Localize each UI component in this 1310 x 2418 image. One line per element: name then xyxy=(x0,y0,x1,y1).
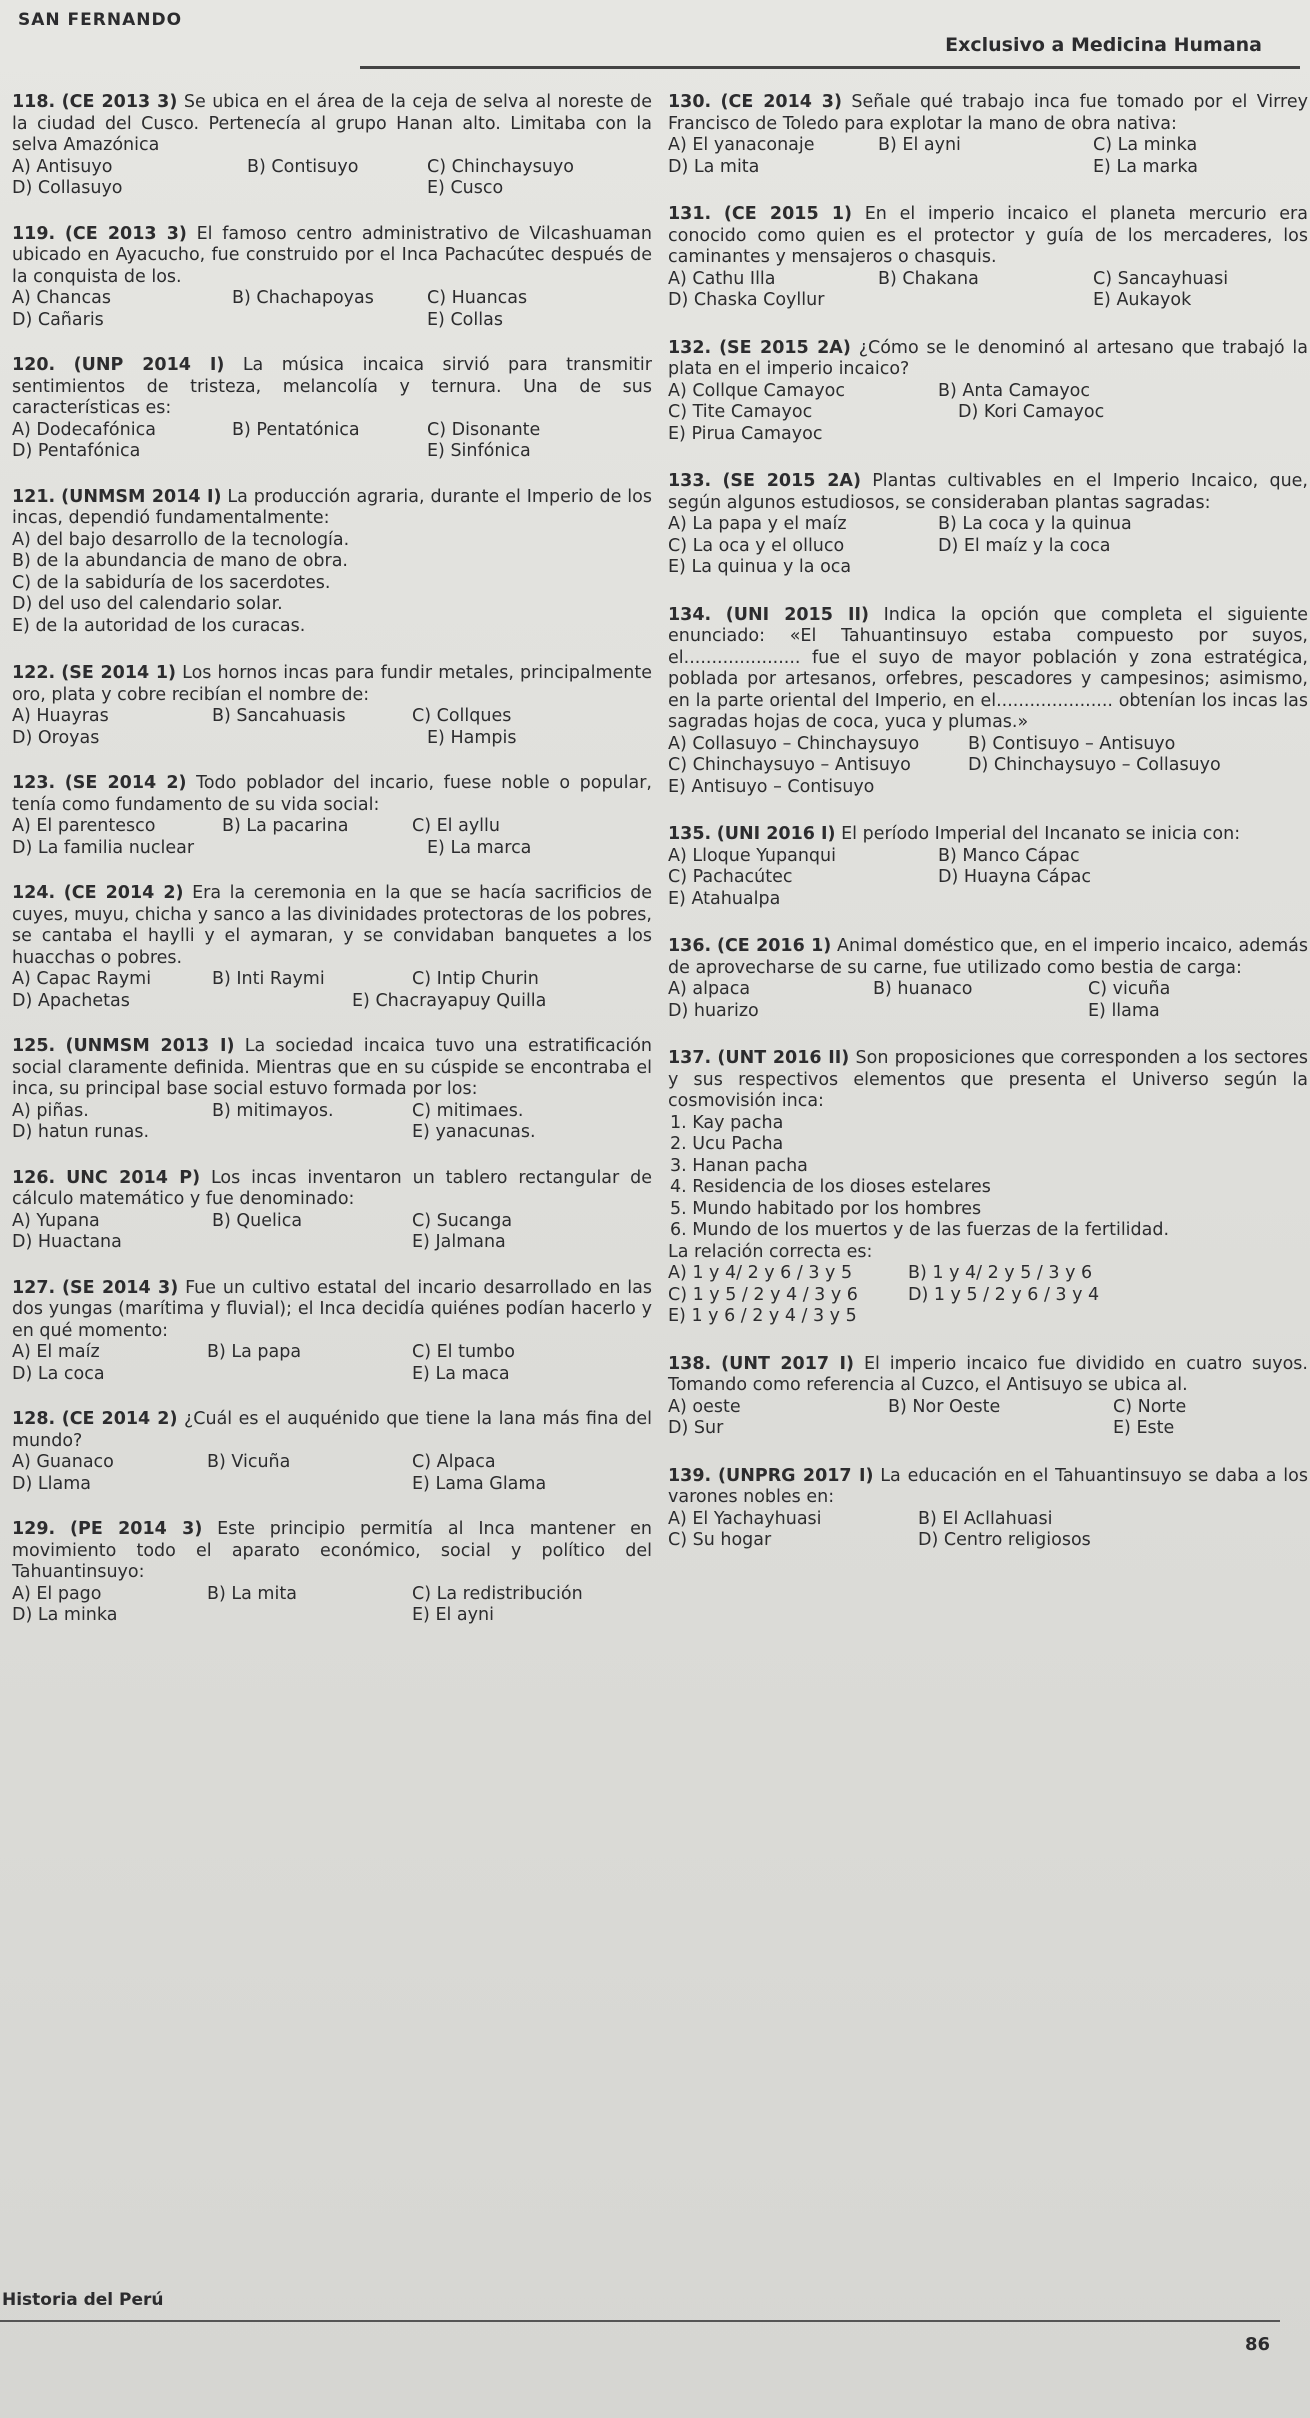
question-number: 126. xyxy=(12,1167,56,1188)
question-text: Animal doméstico que, en el imperio incaico, además de aprovecharse de su carne, fue utilizado como bestia de carga: xyxy=(668,936,1308,978)
option-e[interactable]: E) La marka xyxy=(1093,156,1198,177)
question-132 xyxy=(668,338,1308,446)
question-129 xyxy=(12,1519,652,1627)
header-divider xyxy=(360,66,1300,69)
option-b[interactable]: B) Inti Raymi xyxy=(212,969,325,989)
question-text: Fue un cultivo estatal del incario desarrollado en las dos yungas (marítima y fluvial); el Inca decidía quiénes podían hacerlo y en qué momento: xyxy=(12,1277,652,1341)
question-stem xyxy=(668,824,1308,846)
question-number: 130. xyxy=(668,92,712,112)
question-stem xyxy=(12,663,652,706)
question-stem xyxy=(668,605,1308,734)
option-b[interactable]: B) mitimayos. xyxy=(212,1100,334,1121)
option-e[interactable]: E) Este xyxy=(1113,1418,1175,1438)
option-c[interactable]: C) vicuña xyxy=(1088,979,1171,999)
option-c[interactable]: C) Alpaca xyxy=(412,1452,496,1472)
option-c[interactable]: C) La redistribución xyxy=(412,1583,583,1604)
question-number: 121. xyxy=(12,486,56,507)
question-stem xyxy=(12,883,652,969)
question-stem xyxy=(668,1354,1308,1397)
question-139 xyxy=(668,1466,1308,1552)
option-e[interactable]: E) yanacunas. xyxy=(412,1122,536,1142)
option-a[interactable]: A) Guanaco xyxy=(12,1452,114,1472)
question-stem xyxy=(12,355,652,420)
question-118 xyxy=(12,92,652,200)
option-b[interactable]: B) de la abundancia de mano de obra. xyxy=(12,551,348,571)
question-number: 133. xyxy=(668,471,712,491)
question-text: El famoso centro administrativo de Vilcashuaman ubicado en Ayacucho, fue construido por el Inca Pachacútec después de la conquista de los. xyxy=(12,223,652,287)
question-source: (UNI 2016 I) xyxy=(716,824,836,844)
series-title: Exclusivo a Medicina Humana xyxy=(945,34,1262,56)
option-e[interactable]: E) Sinfónica xyxy=(427,441,531,461)
option-b[interactable]: B) huanaco xyxy=(873,979,973,999)
option-e[interactable]: E) Antisuyo – Contisuyo xyxy=(668,776,875,797)
question-stem xyxy=(668,471,1308,514)
option-b[interactable]: B) El ayni xyxy=(878,135,961,155)
option-c[interactable]: C) Pachacútec xyxy=(668,867,793,887)
list-item: 6. Mundo de los muertos y de las fuerzas de la fertilidad. xyxy=(670,1220,1170,1240)
option-e[interactable]: E) llama xyxy=(1088,1000,1160,1021)
option-a[interactable]: A) El parentesco xyxy=(12,816,156,836)
option-a[interactable]: A) Antisuyo xyxy=(12,156,113,177)
question-number: 122. xyxy=(12,663,56,683)
question-source: (CE 2013 3) xyxy=(61,92,178,112)
question-stem xyxy=(12,1168,652,1211)
question-stem xyxy=(668,936,1308,979)
option-d[interactable]: D) Huayna Cápac xyxy=(938,867,1091,887)
question-number: 138. xyxy=(668,1353,712,1374)
list-item: 3. Hanan pacha xyxy=(670,1155,808,1176)
option-c[interactable]: C) Norte xyxy=(1113,1396,1187,1417)
list-item: 5. Mundo habitado por los hombres xyxy=(670,1198,982,1219)
option-d[interactable]: D) Collasuyo xyxy=(12,178,123,198)
option-a[interactable]: A) Collasuyo – Chinchaysuyo xyxy=(668,733,920,754)
question-number: 139. xyxy=(668,1465,712,1486)
option-a[interactable]: A) El Yachayhuasi xyxy=(668,1508,822,1529)
option-d[interactable]: D) Pentafónica xyxy=(12,441,141,461)
relation-prompt: La relación correcta es: xyxy=(668,1241,873,1262)
question-text: El período Imperial del Incanato se inicia con: xyxy=(841,824,1241,844)
option-c[interactable]: C) Sancayhuasi xyxy=(1093,268,1229,289)
question-text: Los hornos incas para fundir metales, principalmente oro, plata y cobre recibían el nombre de: xyxy=(12,663,652,705)
question-source: (UNMSM 2014 I) xyxy=(61,486,222,507)
question-number: 135. xyxy=(668,824,712,844)
option-d[interactable]: D) 1 y 5 / 2 y 6 / 3 y 4 xyxy=(908,1284,1100,1305)
question-number: 128. xyxy=(12,1409,56,1429)
option-b[interactable]: B) Chachapoyas xyxy=(232,288,374,308)
question-number: 136. xyxy=(668,936,712,956)
option-c[interactable]: C) Sucanga xyxy=(412,1210,513,1231)
question-number: 134. xyxy=(668,604,712,625)
question-text: La sociedad incaica tuvo una estratificación social claramente definida. Mientras que en su cúspide se encontraba el inca, su principal base social estuvo formada por los: xyxy=(12,1036,652,1099)
question-source: (UNT 2017 I) xyxy=(721,1353,855,1374)
question-134 xyxy=(668,605,1308,799)
option-c[interactable]: C) La oca y el olluco xyxy=(668,535,845,556)
option-a[interactable]: A) Collque Camayoc xyxy=(668,380,845,401)
option-b[interactable]: B) Nor Oeste xyxy=(888,1396,1001,1417)
option-e[interactable]: E) Collas xyxy=(427,309,503,330)
option-b[interactable]: B) Vicuña xyxy=(207,1452,291,1472)
option-a[interactable]: A) El pago xyxy=(12,1583,102,1604)
option-e[interactable]: E) Aukayok xyxy=(1093,290,1192,310)
page-number: 86 xyxy=(1244,2334,1270,2355)
option-e[interactable]: E) Cusco xyxy=(427,178,504,198)
question-stem xyxy=(12,1409,652,1452)
option-e[interactable]: E) 1 y 6 / 2 y 4 / 3 y 5 xyxy=(668,1306,857,1326)
question-136 xyxy=(668,936,1308,1022)
footer-section-title: Historia del Perú xyxy=(2,2290,164,2310)
option-a[interactable]: A) Huayras xyxy=(12,706,109,726)
option-c[interactable]: C) de la sabiduría de los sacerdotes. xyxy=(12,572,331,593)
question-source: (CE 2014 2) xyxy=(61,1409,178,1429)
question-133 xyxy=(668,471,1308,579)
question-stem xyxy=(12,1278,652,1343)
question-number: 129. xyxy=(12,1519,56,1539)
option-a[interactable]: A) El maíz xyxy=(12,1342,100,1362)
option-c[interactable]: C) Huancas xyxy=(427,288,528,308)
list-item: 2. Ucu Pacha xyxy=(670,1134,784,1154)
option-d[interactable]: D) La mita xyxy=(668,156,760,177)
option-a[interactable]: A) alpaca xyxy=(668,979,751,999)
question-130 xyxy=(668,92,1308,178)
question-source: (CE 2013 3) xyxy=(64,223,187,244)
option-c[interactable]: C) Chinchaysuyo – Antisuyo xyxy=(668,755,911,775)
option-a[interactable]: A) Cathu Illa xyxy=(668,268,776,289)
option-d[interactable]: D) Cañaris xyxy=(12,309,104,330)
option-b[interactable]: B) Anta Camayoc xyxy=(938,380,1091,401)
question-text: ¿Cómo se le denominó al artesano que trabajó la plata en el imperio incaico? xyxy=(668,337,1308,379)
question-text: Señale qué trabajo inca fue tomado por el Virrey Francisco de Toledo para explotar la mano de obra nativa: xyxy=(668,92,1308,134)
option-d[interactable]: D) La minka xyxy=(12,1605,118,1625)
question-number: 123. xyxy=(12,773,56,793)
option-a[interactable]: A) La papa y el maíz xyxy=(668,514,847,534)
option-c[interactable]: C) El ayllu xyxy=(412,816,500,836)
option-e[interactable]: E) Lama Glama xyxy=(412,1473,547,1494)
publisher-name: SAN FERNANDO xyxy=(18,10,183,30)
question-text: Era la ceremonia en la que se hacía sacrificios de cuyes, muyu, chicha y sanco a las divinidades protectoras de los pobres, se cantaba el haylli y el aymaran, y se convidaban banquetes a los huacchas o pobres. xyxy=(12,883,652,968)
option-a[interactable]: A) Capac Raymi xyxy=(12,969,152,989)
option-e[interactable]: E) Pirua Camayoc xyxy=(668,423,823,444)
question-text: La música incaica sirvió para transmitir sentimientos de tristeza, melancolía y ternura. Una de sus características es: xyxy=(12,355,652,418)
list-item: 1. Kay pacha xyxy=(670,1112,784,1133)
option-a[interactable]: A) piñas. xyxy=(12,1100,89,1121)
option-d[interactable]: D) hatun runas. xyxy=(12,1122,150,1142)
option-d[interactable]: D) Chaska Coyllur xyxy=(668,290,825,310)
option-e[interactable]: E) Hampis xyxy=(427,727,517,748)
right-column xyxy=(668,92,1308,1566)
question-source: (CE 2014 2) xyxy=(63,883,184,903)
option-e[interactable]: E) Jalmana xyxy=(412,1232,506,1252)
question-stem xyxy=(668,338,1308,381)
question-source: (SE 2014 2) xyxy=(64,773,187,793)
question-135 xyxy=(668,824,1308,910)
option-b[interactable]: B) Pentatónica xyxy=(232,419,360,440)
question-number: 137. xyxy=(668,1048,712,1068)
option-d[interactable]: D) Kori Camayoc xyxy=(958,402,1105,422)
option-a[interactable]: A) Lloque Yupanqui xyxy=(668,845,836,866)
option-a[interactable]: A) Dodecafónica xyxy=(12,419,156,440)
question-122 xyxy=(12,663,652,749)
option-b[interactable]: B) La coca y la quinua xyxy=(938,514,1132,534)
option-d[interactable]: D) La coca xyxy=(12,1363,105,1384)
question-text: Todo poblador del incario, fuese noble o popular, tenía como fundamento de su vida social: xyxy=(12,773,652,815)
question-text: ¿Cuál es el auquénido que tiene la lana más fina del mundo? xyxy=(12,1409,652,1451)
option-a[interactable]: A) El yanaconaje xyxy=(668,135,815,155)
question-text: El imperio incaico fue dividido en cuatro suyos. Tomando como referencia al Cuzco, el Antisuyo se ubica al. xyxy=(668,1353,1308,1395)
question-121 xyxy=(12,487,652,638)
option-e[interactable]: E) La quinua y la oca xyxy=(668,557,852,577)
question-119 xyxy=(12,224,652,332)
option-c[interactable]: C) Chinchaysuyo xyxy=(427,156,574,177)
question-stem xyxy=(668,92,1308,135)
question-120 xyxy=(12,355,652,463)
option-d[interactable]: D) Chinchaysuyo – Collasuyo xyxy=(968,755,1221,775)
question-source: (CE 2015 1) xyxy=(723,204,853,224)
question-number: 132. xyxy=(668,337,712,358)
option-d[interactable]: D) Llama xyxy=(12,1473,91,1494)
question-stem xyxy=(12,773,652,816)
option-e[interactable]: E) Chacrayapuy Quilla xyxy=(352,990,547,1011)
option-b[interactable]: B) Sancahuasis xyxy=(212,706,346,726)
option-d[interactable]: D) Centro religiosos xyxy=(918,1530,1091,1550)
question-stem xyxy=(12,487,652,530)
question-stem xyxy=(12,1036,652,1101)
option-b[interactable]: B) La mita xyxy=(207,1583,297,1604)
question-128 xyxy=(12,1409,652,1495)
question-stem xyxy=(668,204,1308,269)
question-text: En el imperio incaico el planeta mercurio era conocido como quien es el protector y guía de los mercaderes, los caminantes y mensajeros o chasquis. xyxy=(668,204,1308,267)
question-126 xyxy=(12,1168,652,1254)
question-number: 118. xyxy=(12,92,56,112)
question-number: 119. xyxy=(12,223,56,244)
question-source: UNC 2014 P) xyxy=(66,1167,201,1188)
question-stem xyxy=(668,1048,1308,1113)
question-source: (SE 2015 2A) xyxy=(722,471,861,491)
question-source: (PE 2014 3) xyxy=(70,1519,203,1539)
option-a[interactable]: A) 1 y 4/ 2 y 6 / 3 y 5 xyxy=(668,1263,853,1283)
option-c[interactable]: C) Disonante xyxy=(427,419,541,440)
left-column xyxy=(12,92,652,1641)
question-source: (CE 2014 3) xyxy=(720,92,842,112)
option-e[interactable]: E) La maca xyxy=(412,1363,510,1384)
question-text: La educación en el Tahuantinsuyo se daba a los varones nobles en: xyxy=(668,1465,1308,1507)
option-a[interactable]: A) oeste xyxy=(668,1396,741,1417)
option-e[interactable]: E) La marca xyxy=(427,837,532,858)
option-a[interactable]: A) del bajo desarrollo de la tecnología. xyxy=(12,529,350,550)
question-131 xyxy=(668,204,1308,312)
question-stem xyxy=(668,1466,1308,1509)
option-a[interactable]: A) Yupana xyxy=(12,1210,100,1231)
option-c[interactable]: C) La minka xyxy=(1093,135,1198,155)
option-c[interactable]: C) 1 y 5 / 2 y 4 / 3 y 6 xyxy=(668,1284,858,1305)
question-text: Son proposiciones que corresponden a los sectores y sus respectivos elementos que presenta el Universo según la cosmovisión inca: xyxy=(668,1048,1308,1111)
question-127 xyxy=(12,1278,652,1386)
question-source: (SE 2014 1) xyxy=(61,663,177,683)
option-b[interactable]: B) La papa xyxy=(207,1342,302,1362)
option-c[interactable]: C) mitimaes. xyxy=(412,1100,524,1121)
option-d[interactable]: D) El maíz y la coca xyxy=(938,535,1111,556)
option-b[interactable]: B) 1 y 4/ 2 y 5 / 3 y 6 xyxy=(908,1263,1093,1283)
question-number: 131. xyxy=(668,204,712,224)
option-e[interactable]: E) El ayni xyxy=(412,1605,494,1625)
question-source: (UNI 2015 II) xyxy=(725,604,870,625)
question-stem xyxy=(12,1519,652,1584)
option-b[interactable]: B) Quelica xyxy=(212,1210,303,1231)
option-e[interactable]: E) Atahualpa xyxy=(668,888,781,909)
question-text: Los incas inventaron un tablero rectangular de cálculo matemático y fue denominado: xyxy=(12,1167,652,1209)
option-d[interactable]: D) Apachetas xyxy=(12,990,130,1011)
question-number: 124. xyxy=(12,883,56,903)
option-e[interactable]: E) de la autoridad de los curacas. xyxy=(12,615,306,636)
question-123 xyxy=(12,773,652,859)
question-number: 125. xyxy=(12,1036,56,1056)
question-source: (SE 2015 2A) xyxy=(719,337,851,358)
question-source: (UNMSM 2013 I) xyxy=(65,1036,235,1056)
option-b[interactable]: B) La pacarina xyxy=(222,816,349,836)
option-a[interactable]: A) Chancas xyxy=(12,288,111,308)
option-d[interactable]: D) La familia nuclear xyxy=(12,837,195,858)
option-d[interactable]: D) del uso del calendario solar. xyxy=(12,594,283,614)
question-137 xyxy=(668,1048,1308,1328)
option-b[interactable]: B) Contisuyo xyxy=(247,156,359,177)
option-c[interactable]: C) Tite Camayoc xyxy=(668,402,813,422)
option-c[interactable]: C) Intip Churin xyxy=(412,969,539,989)
question-source: (UNPRG 2017 I) xyxy=(718,1465,874,1486)
question-125 xyxy=(12,1036,652,1144)
option-c[interactable]: C) Su hogar xyxy=(668,1530,772,1550)
question-text: Se ubica en el área de la ceja de selva al noreste de la ciudad del Cusco. Pertenecía al grupo Hanan alto. Limitaba con la selva Amazónica xyxy=(12,92,652,155)
list-item: 4. Residencia de los dioses estelares xyxy=(670,1177,991,1197)
question-number: 120. xyxy=(12,355,56,375)
option-b[interactable]: B) Contisuyo – Antisuyo xyxy=(968,733,1176,754)
question-text: Plantas cultivables en el Imperio Incaico, que, según algunos estudiosos, se consideraban plantas sagradas: xyxy=(668,471,1308,513)
option-b[interactable]: B) Manco Cápac xyxy=(938,845,1080,866)
option-c[interactable]: C) Collques xyxy=(412,706,512,726)
question-stem xyxy=(12,224,652,289)
option-c[interactable]: C) El tumbo xyxy=(412,1342,515,1362)
option-d[interactable]: D) Huactana xyxy=(12,1232,122,1252)
footer-divider xyxy=(0,2320,1280,2322)
question-source: (CE 2016 1) xyxy=(716,936,832,956)
question-source: (UNP 2014 I) xyxy=(73,355,225,375)
question-text: Este principio permitía al Inca mantener en movimiento todo el aparato económico, social y político del Tahuantinsuyo: xyxy=(12,1519,652,1582)
option-d[interactable]: D) Sur xyxy=(668,1418,724,1438)
option-b[interactable]: B) El Acllahuasi xyxy=(918,1508,1053,1529)
question-source: (UNT 2016 II) xyxy=(717,1048,850,1068)
question-number: 127. xyxy=(12,1277,56,1298)
question-text: La producción agraria, durante el Imperio de los incas, dependió fundamentalmente: xyxy=(12,486,652,528)
question-124 xyxy=(12,883,652,1012)
question-stem xyxy=(12,92,652,157)
option-b[interactable]: B) Chakana xyxy=(878,268,979,289)
option-d[interactable]: D) Oroyas xyxy=(12,727,100,748)
question-source: (SE 2014 3) xyxy=(62,1277,179,1298)
question-text: Indica la opción que completa el siguiente enunciado: «El Tahuantinsuyo estaba compuesto por suyos, el..................... fue el suyo de mayor población y zona estratégica, poblada por artesanos, orfebres, pescadores y campesinos; asimismo, en la parte oriental del Imperio, en el..................... obtenían los incas las sagradas hojas de coca, yuca y plumas.» xyxy=(668,604,1308,732)
option-d[interactable]: D) huarizo xyxy=(668,1000,759,1021)
question-138 xyxy=(668,1354,1308,1440)
